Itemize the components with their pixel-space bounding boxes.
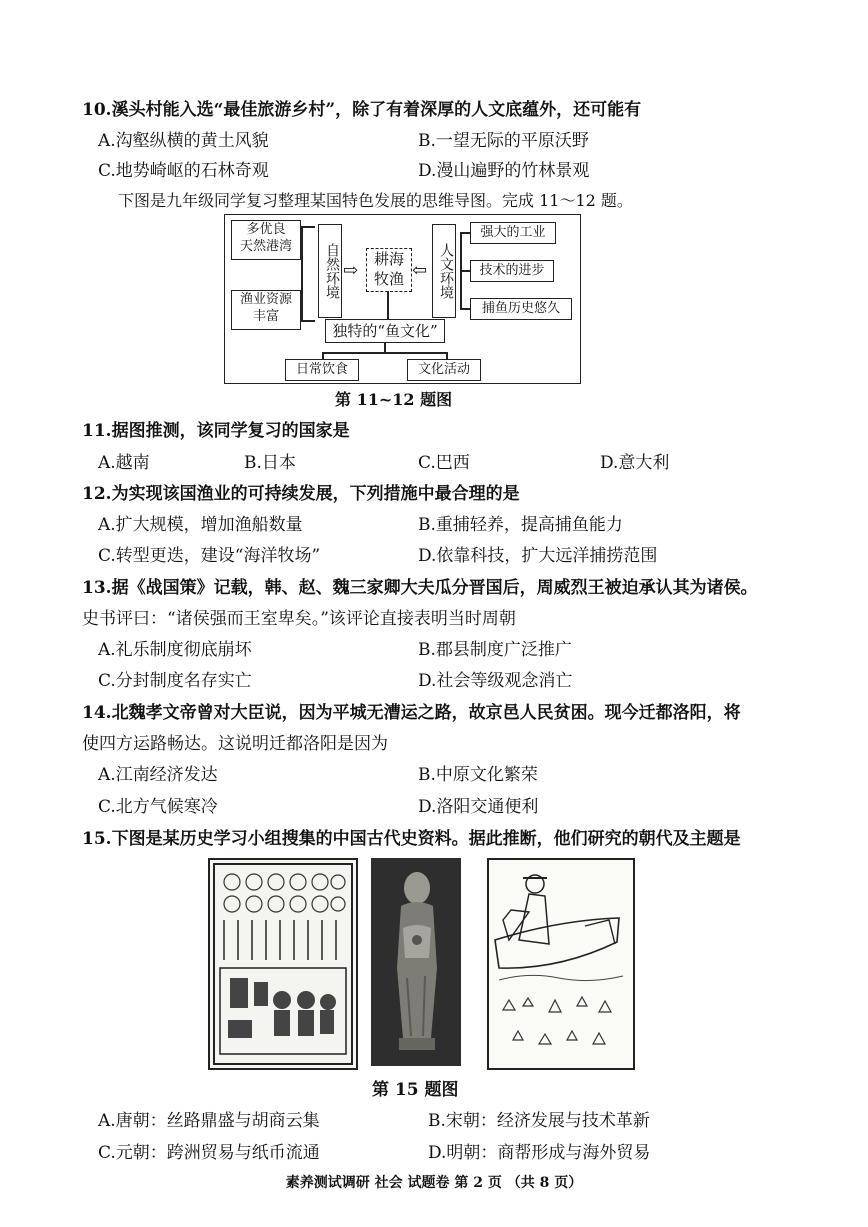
mm-right-box-history: 捕鱼历史悠久 xyxy=(470,298,572,320)
boat-drawing-image xyxy=(487,858,635,1070)
q14-option-d: D.洛阳交通便利 xyxy=(418,797,539,817)
q12-option-c: C.转型更迭，建设“海洋牧场” xyxy=(98,546,321,566)
mm-center-line2: 牧渔 xyxy=(373,270,404,288)
figure-caption-11-12: 第 11~12 题图 xyxy=(335,390,453,409)
q13-option-a: A.礼乐制度彻底崩坏 xyxy=(98,640,252,660)
q10-option-a: A.沟壑纵横的黄土风貌 xyxy=(98,131,269,151)
figure-caption-15: 第 15 题图 xyxy=(372,1080,459,1100)
q11-stem: 11.据图推测，该同学复习的国家是 xyxy=(82,421,350,441)
mm-left-box-harbors xyxy=(231,220,301,260)
q10-option-b: B.一望无际的平原沃野 xyxy=(418,131,589,151)
page-footer: 素养测试调研 社会 试题卷 第 2 页 （共 8 页） xyxy=(285,1175,583,1191)
mm-cultural-activities: 文化活动 xyxy=(407,359,481,381)
q13-option-b: B.郡县制度广泛推广 xyxy=(418,640,572,660)
mm-fish-culture: 独特的“鱼文化” xyxy=(325,319,445,343)
q11-option-d: D.意大利 xyxy=(600,453,670,473)
q15-option-b: B.宋朝：经济发展与技术革新 xyxy=(428,1111,650,1131)
mm-left-box-fishery-line1: 渔业资源 xyxy=(239,292,292,307)
q15-option-c: C.元朝：跨洲贸易与纸币流通 xyxy=(98,1143,320,1163)
mm-left-box-fishery xyxy=(231,290,301,330)
q14-option-a: A.江南经济发达 xyxy=(98,765,218,785)
mm-right-bracket-top xyxy=(460,232,470,234)
q14-stem-line1: 14.北魏孝文帝曾对大臣说，因为平城无漕运之路，故京邑人民贫困。现今迁都洛阳，将 xyxy=(82,703,741,723)
mm-left-box-fishery-line2: 丰富 xyxy=(252,309,279,324)
q14-option-c: C.北方气候寒冷 xyxy=(98,797,218,817)
figurine-photo xyxy=(371,858,461,1066)
mm-daily-diet: 日常饮食 xyxy=(285,359,359,381)
mm-left-bracket-bottom xyxy=(301,320,315,322)
q12-stem: 12.为实现该国渔业的可持续发展，下列措施中最合理的是 xyxy=(82,484,520,504)
q10-option-d: D.漫山遍野的竹林景观 xyxy=(418,161,590,181)
q10-stem: 10.溪头村能入选“最佳旅游乡村”，除了有着深厚的人文底蕴外，还可能有 xyxy=(82,100,642,120)
q14-option-b: B.中原文化繁荣 xyxy=(418,765,538,785)
mm-right-bracket-mid xyxy=(460,270,470,272)
mm-center-line1: 耕海 xyxy=(373,250,404,268)
q15-stem: 15.下图是某历史学习小组搜集的中国古代史资料。据此推断，他们研究的朝代及主题是 xyxy=(82,829,741,849)
q15-option-d: D.明朝：商帮形成与海外贸易 xyxy=(428,1143,651,1163)
mm-right-bracket-bottom xyxy=(460,308,470,310)
q15-option-a: A.唐朝：丝路鼎盛与胡商云集 xyxy=(98,1111,320,1131)
q12-option-d: D.依靠科技，扩大远洋捕捞范围 xyxy=(418,546,658,566)
q12-option-a: A.扩大规模，增加渔船数量 xyxy=(98,515,303,535)
intro-11-12: 下图是九年级同学复习整理某国特色发展的思维导图。完成 11～12 题。 xyxy=(118,191,633,210)
q14-stem-line2: 使四方运路畅达。这说明迁都洛阳是因为 xyxy=(82,734,388,754)
q11-option-b: B.日本 xyxy=(244,453,296,473)
arrow-right-icon: ⇨ xyxy=(343,260,359,281)
q11-option-c: C.巴西 xyxy=(418,453,470,473)
q10-option-c: C.地势崎岖的石林奇观 xyxy=(98,161,269,181)
mm-left-bracket xyxy=(301,226,303,322)
mm-left-box-harbors-line1: 多优良 xyxy=(246,222,286,237)
arrow-left-icon: ⇦ xyxy=(412,260,428,281)
mm-center-box xyxy=(366,248,412,292)
mm-right-box-technology: 技术的进步 xyxy=(470,260,554,282)
mm-left-box-harbors-line2: 天然港湾 xyxy=(239,239,292,254)
mm-culture-branch xyxy=(322,352,448,354)
mm-human-environment: 人文环境 xyxy=(432,224,456,318)
q13-stem-line2: 史书评曰：“诸侯强而王室卑矣。”该评论直接表明当时周朝 xyxy=(82,609,516,629)
q13-stem-line1: 13.据《战国策》记载，韩、赵、魏三家卿大夫瓜分晋国后，周威烈王被迫承认其为诸侯。 xyxy=(82,578,758,598)
mm-left-bracket-top xyxy=(301,226,315,228)
q12-option-b: B.重捕轻养，提高捕鱼能力 xyxy=(418,515,623,535)
q11-option-a: A.越南 xyxy=(98,453,150,473)
q13-option-d: D.社会等级观念消亡 xyxy=(418,671,573,691)
mm-natural-environment: 自然环境 xyxy=(318,224,342,318)
mm-right-box-industry: 强大的工业 xyxy=(470,222,556,244)
q13-option-c: C.分封制度名存实亡 xyxy=(98,671,252,691)
mm-center-stem xyxy=(387,291,389,319)
paper-money-image xyxy=(208,858,358,1070)
